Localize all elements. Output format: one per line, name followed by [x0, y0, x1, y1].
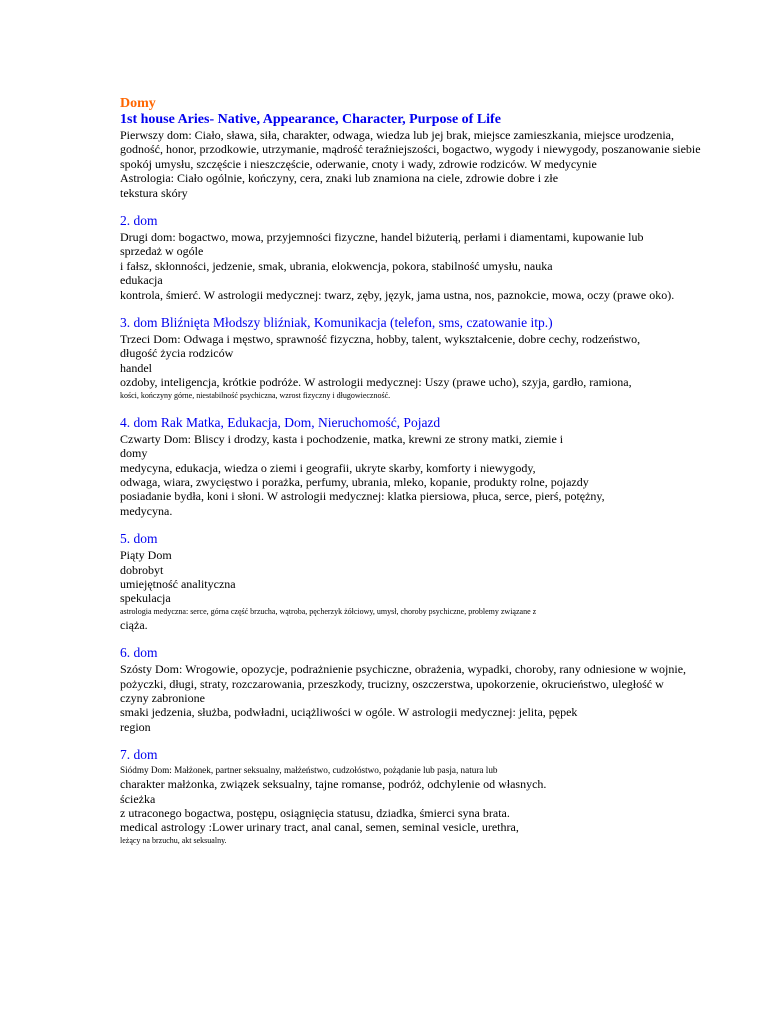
- text-line: spokój umysłu, szczęście i nieszczęście, oderwanie, cnoty i wady, zdrowie rodziców. W medycynie: [120, 156, 597, 171]
- text-line: domy: [120, 446, 148, 461]
- text-line: ciąża.: [120, 617, 148, 632]
- section-heading: 1st house Aries- Native, Appearance, Character, Purpose of Life: [120, 112, 501, 127]
- section-5: [120, 531, 680, 632]
- text-line: medical astrology :Lower urinary tract, anal canal, semen, seminal vesicle, urethra,: [120, 820, 519, 835]
- section-heading: 5. dom: [120, 531, 158, 547]
- text-line: handel: [120, 360, 152, 375]
- section-heading: 7. dom: [120, 747, 158, 763]
- text-line: kontrola, śmierć. W astrologii medycznej: twarz, zęby, język, jama ustna, nos, paznokcie, mowa, oczy (prawe oko).: [120, 287, 675, 302]
- section-2: [120, 213, 680, 302]
- text-line: i fałsz, skłonności, jedzenie, smak, ubrania, elokwencja, pokora, stabilność umysłu, nauka: [120, 258, 553, 273]
- section-heading: 2. dom: [120, 213, 158, 229]
- text-line: tekstura skóry: [120, 185, 188, 200]
- text-line: Piąty Dom: [120, 548, 172, 563]
- text-line: edukacja: [120, 273, 163, 288]
- text-line: odwaga, wiara, zwycięstwo i porażka, perfumy, ubrania, mleko, kopanie, produkty rolne, pojazdy: [120, 474, 589, 489]
- text-line: astrologia medyczna: serce, górna część brzucha, wątroba, pęcherzyk żółciowy, umysł, choroby psychiczne, problemy związane z: [120, 606, 537, 616]
- text-line: Pierwszy dom: Ciało, sława, siła, charakter, odwaga, wiedza lub jej brak, miejsce zamieszkania, miejsce urodzenia,: [120, 128, 674, 142]
- text-line: Szósty Dom: Wrogowie, opozycje, podrażnienie psychiczne, obrażenia, wypadki, choroby, rany odniesione w wojnie,: [120, 662, 687, 677]
- text-line: pożyczki, długi, straty, rozczarowania, przeszkody, trucizny, oszczerstwa, upokorzenie, okrucieństwo, uległość w: [120, 676, 664, 691]
- text-line: Czwarty Dom: Bliscy i drodzy, kasta i pochodzenie, matka, krewni ze strony matki, ziemie i: [120, 431, 564, 446]
- text-line: spekulacja: [120, 591, 171, 606]
- text-line: ozdoby, inteligencja, krótkie podróże. W astrologii medycznej: Uszy (prawe ucho), szyja, gardło, ramiona,: [120, 375, 632, 390]
- text-line: region: [120, 719, 151, 734]
- section-3: [120, 315, 680, 402]
- section-heading: 3. dom Bliźnięta Młodszy bliźniak, Komunikacja (telefon, sms, czatowanie itp.): [120, 315, 553, 331]
- text-line: z utraconego bogactwa, postępu, osiągnięcia statusu, dziadka, śmierci syna brata.: [120, 806, 510, 820]
- text-line: kości, kończyny górne, niestabilność psychiczna, wzrost fizyczny i długowieczność.: [120, 390, 391, 400]
- text-line: długość życia rodziców: [120, 346, 234, 361]
- text-line: sprzedaż w ogóle: [120, 244, 204, 259]
- section-heading: 4. dom Rak Matka, Edukacja, Dom, Nieruchomość, Pojazd: [120, 414, 441, 430]
- sections-container: [120, 112, 701, 847]
- section-7: [120, 747, 680, 847]
- text-line: smaki jedzenia, służba, podwładni, uciążliwości w ogóle. W astrologii medycznej: jelita, pępek: [120, 705, 578, 720]
- text-line: charakter małżonka, związek seksualny, tajne romanse, podróż, odchylenie od własnych.: [120, 777, 547, 792]
- text-line: leżący na brzuchu, akt seksualny.: [120, 835, 227, 845]
- text-line: czyny zabronione: [120, 690, 205, 705]
- text-line: medycyna.: [120, 503, 173, 518]
- text-line: Astrologia: Ciało ogólnie, kończyny, cera, znaki lub znamiona na ciele, zdrowie dobre i złe: [120, 171, 559, 186]
- section-6: [120, 645, 687, 734]
- text-line: umiejętność analityczna: [120, 576, 236, 591]
- text-line: ścieżka: [120, 791, 156, 806]
- text-line: Trzeci Dom: Odwaga i męstwo, sprawność fizyczna, hobby, talent, wykształcenie, dobre cechy, rodzeństwo,: [120, 332, 641, 347]
- text-line: godność, honor, przodkowie, utrzymanie, mądrość teraźniejszości, bogactwo, wygody i niewygody, poszanowanie siebie: [120, 142, 701, 157]
- text-line: medycyna, edukacja, wiedza o ziemi i geografii, ukryte skarby, komforty i niewygody,: [120, 460, 536, 475]
- text-line: posiadanie bydła, koni i słoni. W astrologii medycznej: klatka piersiowa, płuca, serce, pierś, potężny,: [120, 489, 605, 504]
- document-page: [120, 96, 701, 860]
- section-4: [120, 415, 680, 518]
- text-line: Siódmy Dom: Małżonek, partner seksualny, małżeństwo, cudzołóstwo, pożądanie lub pasja, natura lub: [120, 765, 498, 776]
- section-heading: 6. dom: [120, 645, 158, 661]
- document-title: Domy: [120, 96, 156, 111]
- section-1: [120, 112, 701, 200]
- text-line: dobrobyt: [120, 562, 164, 577]
- text-line: Drugi dom: bogactwo, mowa, przyjemności fizyczne, handel biżuterią, perłami i diamentami, kupowanie lub: [120, 230, 644, 245]
